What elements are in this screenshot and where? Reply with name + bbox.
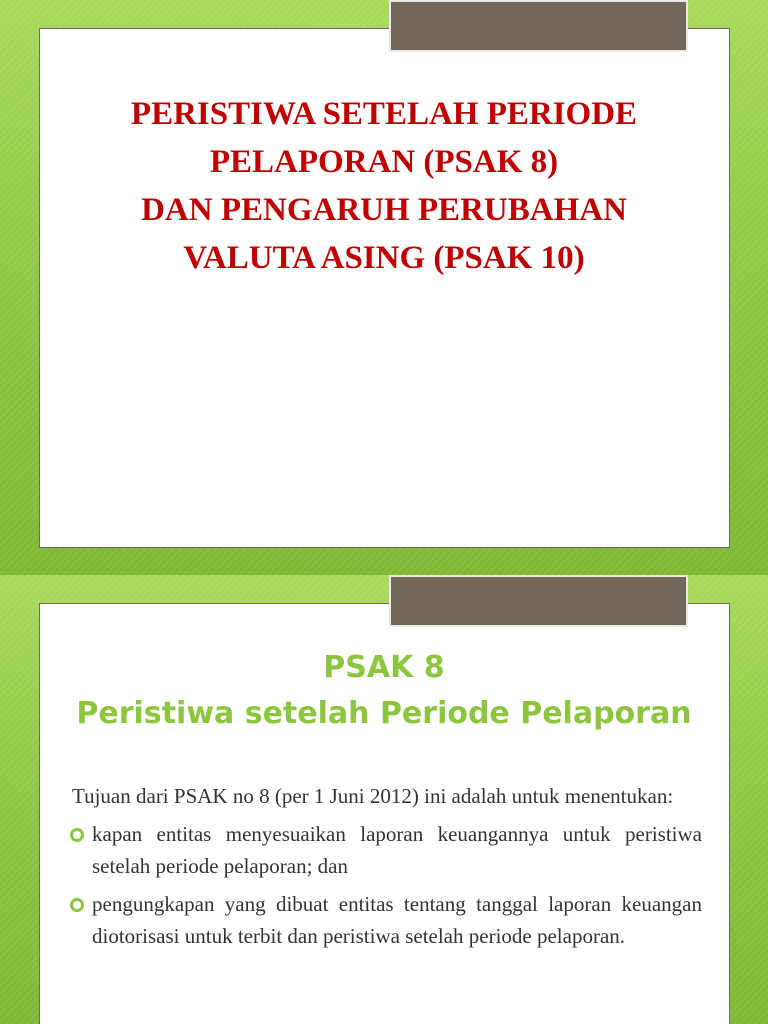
title-line: PSAK 8 xyxy=(323,650,445,685)
list-item xyxy=(70,818,702,882)
title-line: DAN PENGARUH PERUBAHAN xyxy=(141,192,627,228)
hollow-circle-bullet-icon xyxy=(70,898,84,912)
slide-2-header-tab xyxy=(389,575,688,627)
title-line: PERISTIWA SETELAH PERIODE xyxy=(130,96,638,132)
title-line: PELAPORAN (PSAK 8) xyxy=(209,144,559,180)
slide-2-title xyxy=(0,645,768,737)
slide-1-header-tab xyxy=(389,0,688,52)
intro-paragraph: Tujuan dari PSAK no 8 (per 1 Juni 2012) ini adalah untuk menentukan: xyxy=(72,784,674,808)
bullet-text: pengungkapan yang dibuat entitas tentang tanggal laporan keuangan diotorisasi untuk terbit dan peristiwa setelah periode pelaporan. xyxy=(92,892,702,948)
bullet-text: kapan entitas menyesuaikan laporan keuangannya untuk peristiwa setelah periode pelaporan; dan xyxy=(92,822,702,878)
slide-2-body xyxy=(72,780,702,958)
bullet-list xyxy=(72,818,702,952)
slide-1-title xyxy=(0,90,768,282)
slide-2 xyxy=(0,575,768,1024)
title-line: Peristiwa setelah Periode Pelaporan xyxy=(76,696,692,731)
title-line: VALUTA ASING (PSAK 10) xyxy=(183,240,585,276)
list-item xyxy=(70,888,702,952)
hollow-circle-bullet-icon xyxy=(70,828,84,842)
